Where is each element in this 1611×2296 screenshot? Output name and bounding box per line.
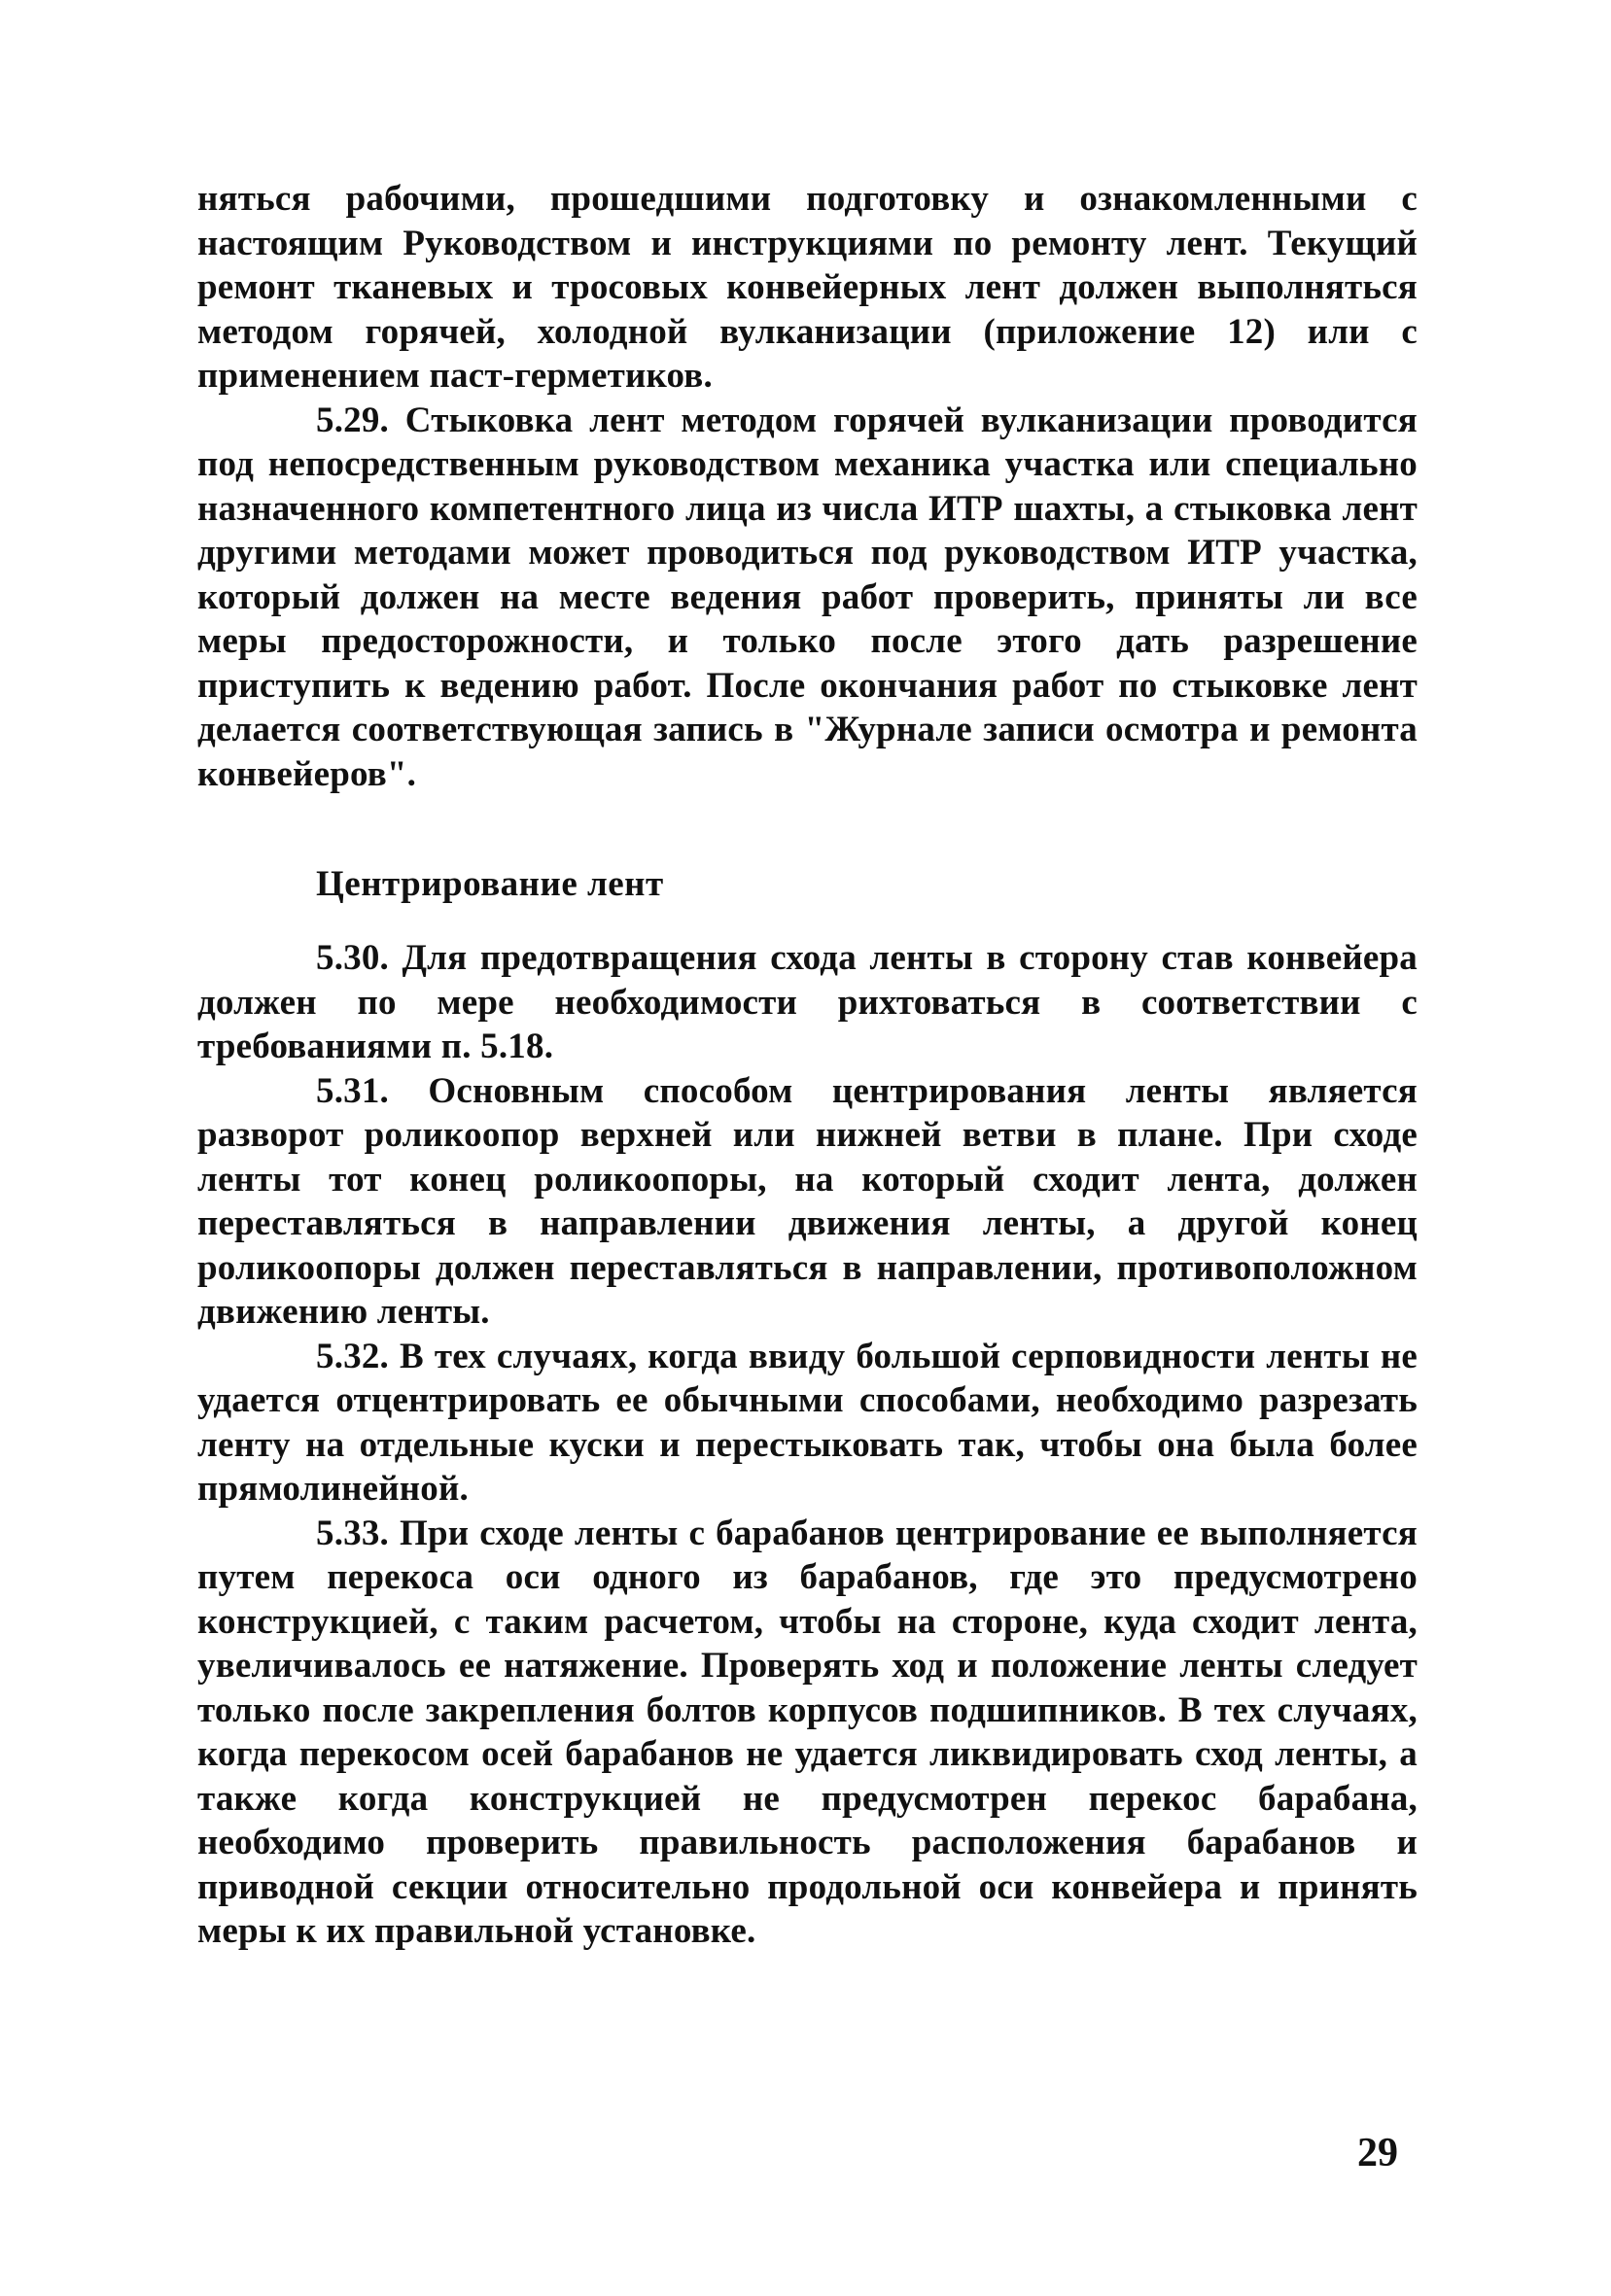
- text-column: [197, 177, 1418, 1954]
- paragraph-5-32: 5.32. В тех случаях, когда ввиду большой серповидности ленты не удается отцентрировать ее обычными способами, необходимо разрезать ленту на отдельные куски и перестыковать так, чтобы она была более прямолинейной.: [197, 1336, 1418, 1509]
- paragraph-5-33: 5.33. При сходе ленты с барабанов центрирование ее выполняется путем перекоса оси одного из барабанов, где это предусмотрено конструкцией, с таким расчетом, чтобы на стороне, куда сходит лента, увеличивалось ее натяжение. Проверять ход и положение ленты следует только после закрепления болтов корпусов подшипников. В тех случаях, когда перекосом осей барабанов не удается ликвидировать сход ленты, а также когда конструкцией не предусмотрен перекос барабана, необходимо проверить правильность расположения барабанов и приводной секции относительно продольной оси конвейера и принять меры к их правильной установке.: [197, 1513, 1418, 1951]
- paragraph-5-30: 5.30. Для предотвращения схода ленты в сторону став конвейера должен по мере необходимости рихтоваться в соответствии с требованиями п. 5.18.: [197, 938, 1418, 1066]
- paragraph-5-31: 5.31. Основным способом центрирования ленты является разворот роликоопор верхней или нижней ветви в плане. При сходе ленты тот конец роликоопоры, на который сходит лента, должен переставляться в направлении движения ленты, а другой конец роликоопоры должен переставляться в направлении, противоположном движению ленты.: [197, 1070, 1418, 1332]
- page-number: 29: [1357, 2131, 1398, 2175]
- section-heading: Центрирование лент: [316, 864, 664, 904]
- paragraph-continuation: няться рабочими, прошедшими подготовку и ознакомленными с настоящим Руководством и инструкциями по ремонту лент. Текущий ремонт тканевых и тросовых конвейерных лент должен выполняться методом горячей, холодной вулканизации (приложение 12) или с применением паст-герметиков.: [197, 179, 1418, 396]
- paragraph-5-29: 5.29. Стыковка лент методом горячей вулканизации проводится под непосредственным руководством механика участка или специально назначенного компетентного лица из числа ИТР шахты, а стыковка лент другими методами может проводиться под руководством ИТР участка, который должен на месте ведения работ проверить, приняты ли все меры предосторожности, и только после этого дать разрешение приступить к ведению работ. После окончания работ по стыковке лент делается соответствующая запись в "Журнале записи осмотра и ремонта конвейеров".: [197, 400, 1418, 794]
